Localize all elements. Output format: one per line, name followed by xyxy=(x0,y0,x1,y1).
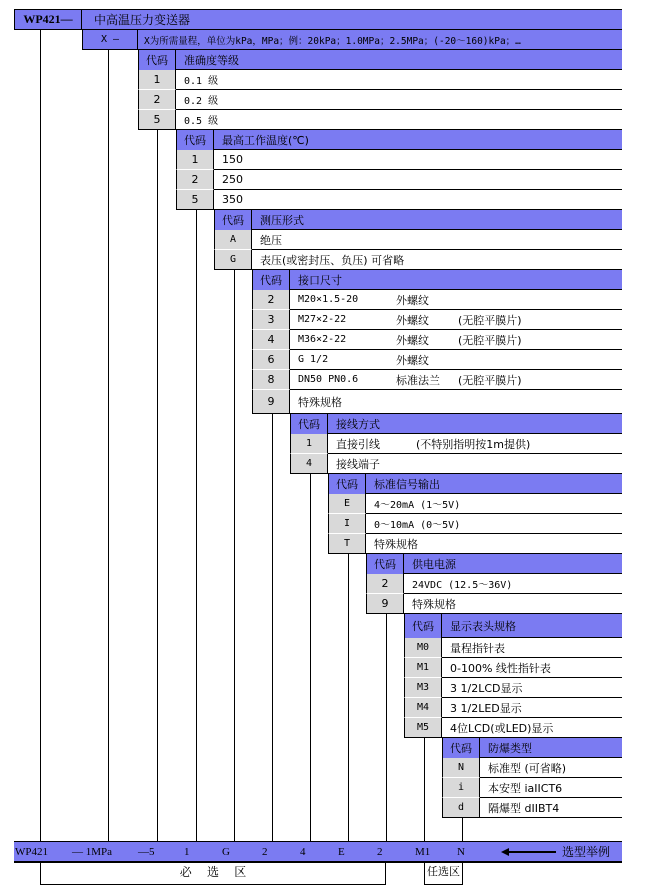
option-text: 绝压 xyxy=(252,230,622,250)
option-text: 本安型 iaIICT6 xyxy=(480,778,622,798)
option-text: 接线端子 xyxy=(328,454,622,474)
connector-line xyxy=(310,474,311,842)
option-code[interactable]: N xyxy=(442,758,480,778)
option-code[interactable]: 1 xyxy=(290,434,328,454)
option-code[interactable]: 2 xyxy=(176,170,214,190)
required-zone xyxy=(40,863,386,885)
example-display: M1 xyxy=(415,846,431,858)
code-header: 代码 xyxy=(252,270,290,290)
example-signal: E xyxy=(338,846,345,858)
arrow-head-icon xyxy=(501,848,509,856)
product-title: 中高温压力变送器 xyxy=(94,13,191,27)
option-text: 0.5 级 xyxy=(176,110,622,130)
product-title-cell xyxy=(82,9,622,30)
required-zone-label: 必 选 区 xyxy=(179,865,247,879)
option-code[interactable]: 2 xyxy=(138,90,176,110)
option-text: 标准型 (可省略) xyxy=(480,758,622,778)
option-code[interactable]: I xyxy=(328,514,366,534)
option-text: 0.2 级 xyxy=(176,90,622,110)
option-code[interactable]: 9 xyxy=(366,594,404,614)
code-header: 代码 xyxy=(328,474,366,494)
option-text: 特殊规格 xyxy=(290,390,622,414)
optional-zone xyxy=(424,863,463,885)
model-code: WP421— xyxy=(23,12,73,26)
option-code[interactable]: 2 xyxy=(252,290,290,310)
option-code[interactable]: i xyxy=(442,778,480,798)
connector-line xyxy=(234,270,235,842)
option-code[interactable]: G xyxy=(214,250,252,270)
example-explosion: N xyxy=(457,846,465,858)
range-code: X — xyxy=(100,34,120,45)
model-code-cell xyxy=(14,9,82,30)
optional-zone-label: 任选区 xyxy=(427,865,460,878)
example-model: WP421 xyxy=(15,846,48,858)
option-code[interactable]: M4 xyxy=(404,698,442,718)
option-code[interactable]: 2 xyxy=(366,574,404,594)
connector-line xyxy=(157,130,158,842)
option-text: 0.1 级 xyxy=(176,70,622,90)
connector-line xyxy=(386,614,387,842)
code-header: 代码 xyxy=(214,210,252,230)
section-title: 最高工作温度(℃) xyxy=(214,130,622,150)
code-header: 代码 xyxy=(404,614,442,638)
arrow-left-icon xyxy=(506,851,556,853)
connector-line xyxy=(348,554,349,842)
section-title: 接口尺寸 xyxy=(290,270,622,290)
option-code[interactable]: 8 xyxy=(252,370,290,390)
section-title: 防爆类型 xyxy=(480,738,622,758)
example-range: — 1MPa xyxy=(72,846,113,858)
option-text: DN50 PN0.6 标准法兰 (无腔平膜片) xyxy=(290,370,622,390)
option-text: 0-100% 线性指针表 xyxy=(442,658,622,678)
section-title: 显示表头规格 xyxy=(442,614,622,638)
option-text: 350 xyxy=(214,190,622,210)
option-code[interactable]: 6 xyxy=(252,350,290,370)
option-code[interactable]: d xyxy=(442,798,480,818)
option-text: 直接引线 (不特别指明按1m提供) xyxy=(328,434,622,454)
example-pressure-type: G xyxy=(222,846,230,858)
option-code[interactable]: A xyxy=(214,230,252,250)
option-text: 特殊规格 xyxy=(366,534,622,554)
connector-line xyxy=(40,30,41,842)
option-text: 250 xyxy=(214,170,622,190)
option-code[interactable]: 5 xyxy=(176,190,214,210)
option-code[interactable]: 1 xyxy=(176,150,214,170)
connector-line xyxy=(272,414,273,842)
option-text: 4位LCD(或LED)显示 xyxy=(442,718,622,738)
option-code[interactable]: M0 xyxy=(404,638,442,658)
section-title: 接线方式 xyxy=(328,414,622,434)
range-description: X为所需量程，单位为kPa，MPa；例：20kPa；1.0MPa；2.5MPa；(-20～160)kPa；… xyxy=(144,36,521,47)
option-code[interactable]: T xyxy=(328,534,366,554)
code-header: 代码 xyxy=(290,414,328,434)
option-text: 量程指针表 xyxy=(442,638,622,658)
option-code[interactable]: 9 xyxy=(252,390,290,414)
option-text: 4～20mA (1～5V) xyxy=(366,494,622,514)
option-code[interactable]: 5 xyxy=(138,110,176,130)
option-text: M36×2-22 外螺纹 (无腔平膜片) xyxy=(290,330,622,350)
option-code[interactable]: E xyxy=(328,494,366,514)
code-header: 代码 xyxy=(366,554,404,574)
option-text: 特殊规格 xyxy=(404,594,622,614)
option-text: 3 1/2LCD显示 xyxy=(442,678,622,698)
option-code[interactable]: M1 xyxy=(404,658,442,678)
option-text: 表压(或密封压、负压) 可省略 xyxy=(252,250,622,270)
option-text: 24VDC (12.5～36V) xyxy=(404,574,622,594)
option-text: 0～10mA (0～5V) xyxy=(366,514,622,534)
option-code[interactable]: M5 xyxy=(404,718,442,738)
range-code-cell xyxy=(82,30,138,50)
example-connection: 2 xyxy=(262,846,268,858)
option-code[interactable]: 4 xyxy=(290,454,328,474)
section-title: 标准信号输出 xyxy=(366,474,622,494)
connector-line xyxy=(462,818,463,842)
option-text: 隔爆型 dIIBT4 xyxy=(480,798,622,818)
connector-line xyxy=(108,50,109,842)
option-text: 150 xyxy=(214,150,622,170)
option-text: M20×1.5-20 外螺纹 xyxy=(290,290,622,310)
option-text: G 1/2 外螺纹 xyxy=(290,350,622,370)
option-code[interactable]: 3 xyxy=(252,310,290,330)
option-text: M27×2-22 外螺纹 (无腔平膜片) xyxy=(290,310,622,330)
code-header: 代码 xyxy=(442,738,480,758)
connector-line xyxy=(424,738,425,842)
section-title: 供电电源 xyxy=(404,554,622,574)
example-accuracy: —5 xyxy=(138,846,155,858)
example-power: 2 xyxy=(377,846,383,858)
example-temperature: 1 xyxy=(184,846,190,858)
section-title: 准确度等级 xyxy=(176,50,622,70)
code-header: 代码 xyxy=(176,130,214,150)
code-header: 代码 xyxy=(138,50,176,70)
example-label: 选型举例 xyxy=(562,845,611,859)
range-description-cell xyxy=(138,30,622,50)
option-code[interactable]: 1 xyxy=(138,70,176,90)
selection-example-bar xyxy=(14,841,622,863)
connector-line xyxy=(196,210,197,842)
option-text: 3 1/2LED显示 xyxy=(442,698,622,718)
example-wiring: 4 xyxy=(300,846,306,858)
section-title: 测压形式 xyxy=(252,210,622,230)
option-code[interactable]: M3 xyxy=(404,678,442,698)
option-code[interactable]: 4 xyxy=(252,330,290,350)
